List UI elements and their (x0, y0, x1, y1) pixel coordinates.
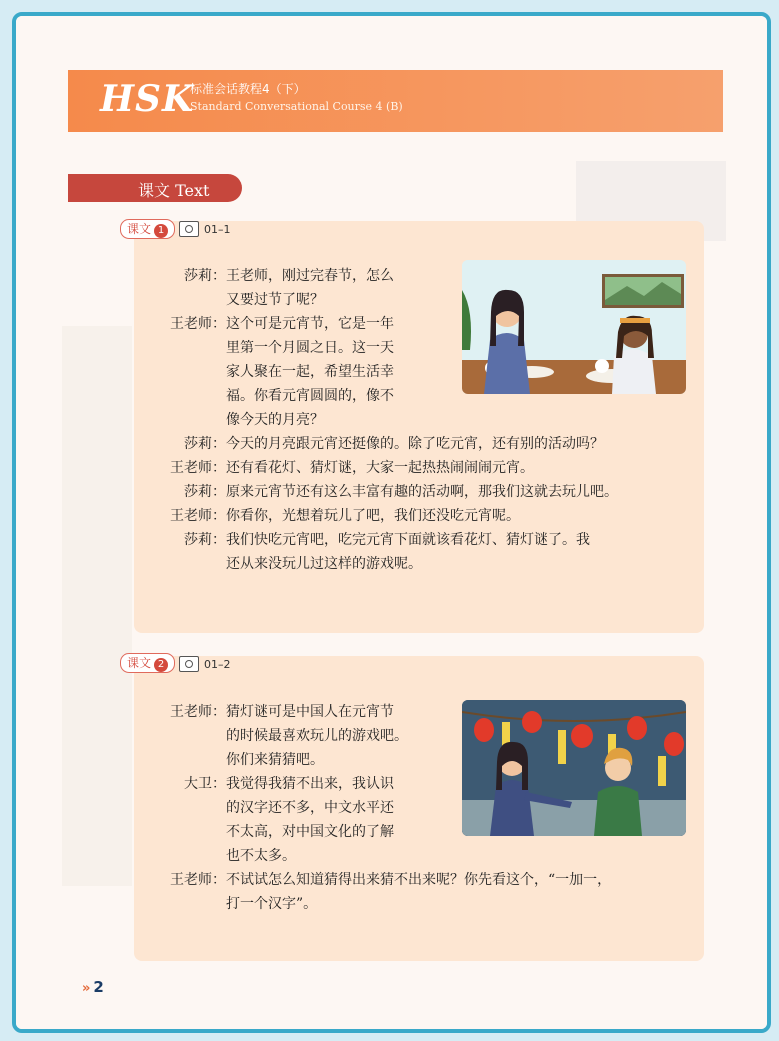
page-frame (12, 12, 771, 1033)
section-title: 课文 Text (138, 181, 210, 200)
speaker-label: 王老师： (170, 704, 226, 720)
dialogue-line: 打一个汉字”。 (226, 896, 318, 912)
text2-track: 01–2 (204, 658, 231, 671)
dialogue-line: 不太高，对中国文化的了解 (226, 824, 394, 840)
dialogue-line: 我们快吃元宵吧，吃完元宵下面就该看花灯、猜灯谜了。我 (226, 532, 590, 548)
dialogue-line: 里第一个月圆之日。这一天 (226, 340, 394, 356)
dialogue-line: 还从来没玩儿过这样的游戏呢。 (226, 556, 422, 572)
text1-track: 01–1 (204, 223, 231, 236)
dialogue-line: 原来元宵节还有这么丰富有趣的活动啊，那我们这就去玩儿吧。 (226, 484, 618, 500)
hsk-logo: HSK (100, 78, 195, 120)
dialogue-line: 我觉得我猜不出来，我认识 (226, 776, 394, 792)
dialogue-line: 福。你看元宵圆圆的，像不 (226, 388, 394, 404)
textbook-page (16, 16, 767, 1029)
text2-tag-label: 课文 (127, 656, 152, 670)
dialogue-line: 的时候最喜欢玩儿的游戏吧。 (226, 728, 408, 744)
dialogue-line: 家人聚在一起，希望生活幸 (226, 364, 394, 380)
speaker-label: 大卫： (184, 776, 226, 792)
speaker-label: 王老师： (170, 872, 226, 888)
faded-background-strip (62, 326, 132, 886)
dialogue-line: 像今天的月亮？ (226, 412, 324, 428)
page-number-value: 2 (93, 978, 104, 996)
page-number (82, 978, 104, 996)
speaker-label: 莎莉： (184, 532, 226, 548)
speaker-label: 莎莉： (184, 484, 226, 500)
dialogue-line: 的汉字还不多，中文水平还 (226, 800, 394, 816)
header-band (68, 70, 723, 132)
dialogue-line: 又要过节了呢？ (226, 292, 324, 308)
header-title-en: Standard Conversational Course 4 (B) (190, 100, 403, 113)
dialogue-line: 不试试怎么知道猜得出来猜不出来呢？你先看这个，“一加一， (226, 872, 612, 888)
dialogue-line: 还有看花灯、猜灯谜，大家一起热热闹闹闹元宵。 (226, 460, 534, 476)
text1-tag-number: 1 (154, 224, 168, 238)
dialogue-line: 你们来猜猜吧。 (226, 752, 324, 768)
dialogue-line: 猜灯谜可是中国人在元宵节 (226, 704, 394, 720)
speaker-label: 莎莉： (184, 436, 226, 452)
dialogue-line: 这个可是元宵节，它是一年 (226, 316, 394, 332)
dialogue-line: 也不太多。 (226, 848, 296, 864)
text1-tag-label: 课文 (127, 222, 152, 236)
illustration-lanterns (462, 700, 686, 836)
text2-tag (120, 653, 175, 673)
dialogue-line: 王老师，刚过完春节，怎么 (226, 268, 394, 284)
audio-icon[interactable] (179, 656, 199, 672)
dialogue-line: 今天的月亮跟元宵还挺像的。除了吃元宵，还有别的活动吗？ (226, 436, 604, 452)
speaker-label: 王老师： (170, 316, 226, 332)
dialogue-line: 你看你，光想着玩儿了吧，我们还没吃元宵呢。 (226, 508, 520, 524)
speaker-label: 莎莉： (184, 268, 226, 284)
speaker-label: 王老师： (170, 460, 226, 476)
audio-icon[interactable] (179, 221, 199, 237)
text2-tag-number: 2 (154, 658, 168, 672)
illustration-dinner (462, 260, 686, 394)
speaker-label: 王老师： (170, 508, 226, 524)
double-chevron-icon: » (82, 981, 91, 996)
text1-tag (120, 219, 175, 239)
section-title-pill (68, 174, 242, 202)
header-title-cn: 标准会话教程4（下） (190, 82, 306, 96)
